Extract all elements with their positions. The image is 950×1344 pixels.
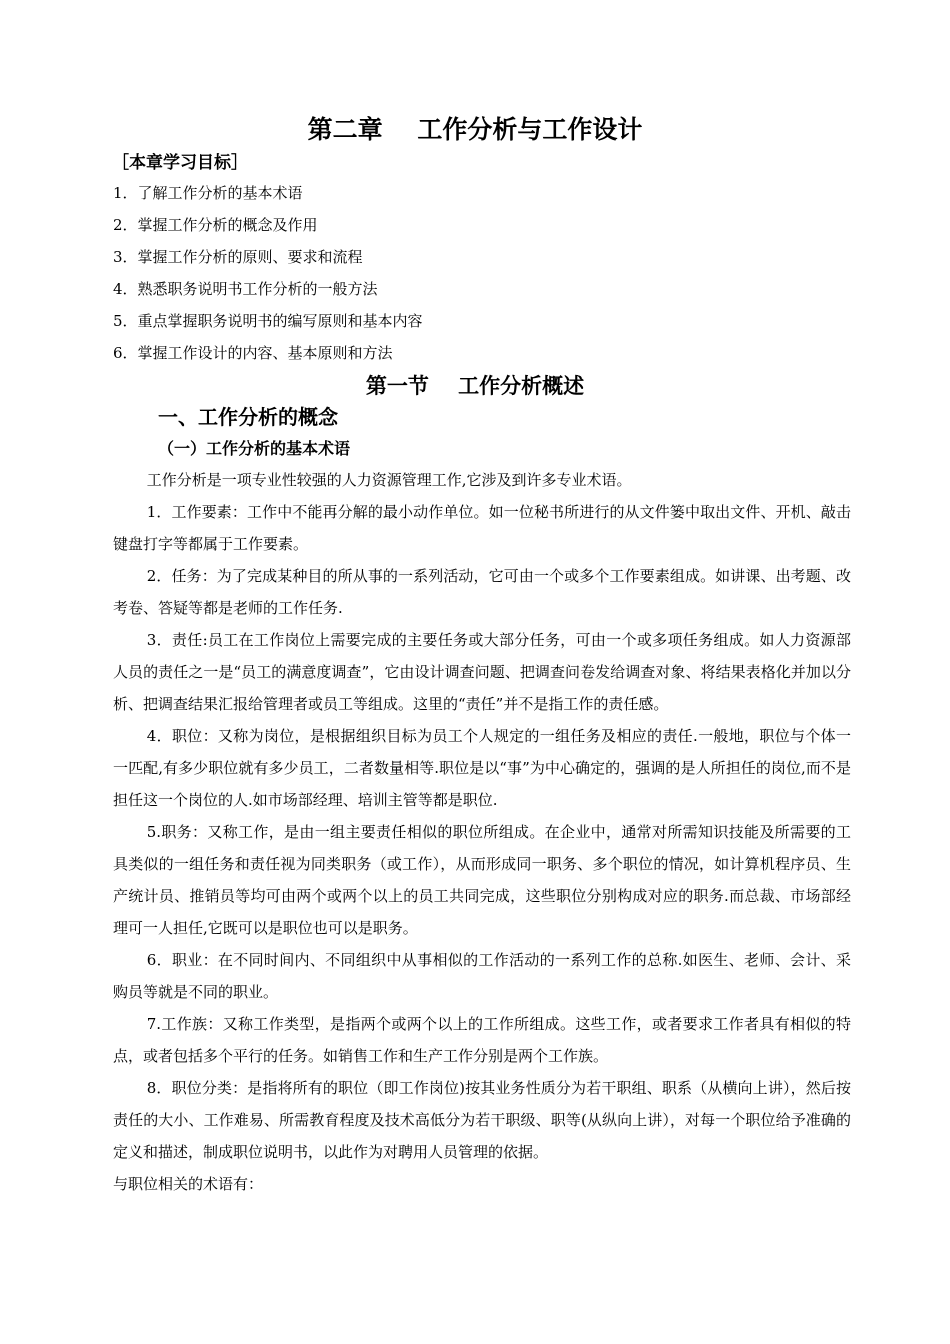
learning-goals-list — [113, 180, 423, 372]
learning-goal-item: 6．掌握工作设计的内容、基本原则和方法 — [113, 344, 393, 362]
section-title: 第一节 工作分析概述 — [365, 374, 585, 398]
subsection-heading: 一、工作分析的概念 — [158, 405, 338, 429]
paragraph-intro: 工作分析是一项专业性较强的人力资源管理工作,它涉及到许多专业术语。 — [146, 471, 632, 489]
paragraph-term-task: 2．任务：为了完成某种目的所从事的一系列活动，它可由一个或多个工作要素组成。如讲课、出考题、改考卷、答疑等都是老师的工作任务. — [113, 567, 851, 617]
body-text — [113, 464, 851, 1200]
paragraph-term-responsibility: 3．责任:员工在工作岗位上需要完成的主要任务或大部分任务，可由一个或多项任务组成。如人力资源部人员的责任之一是“员工的满意度调查”，它由设计调查问题、把调查问卷发给调查对象、将结果表格化并加以分析、把调查结果汇报给管理者或员工等组成。这里的“责任”并不是指工作的责任感。 — [113, 631, 851, 713]
paragraph-term-occupation: 6．职业：在不同时间内、不同组织中从事相似的工作活动的一系列工作的总称.如医生、老师、会计、采购员等就是不同的职业。 — [113, 951, 851, 1001]
learning-goals-heading: ［本章学习目标］ — [112, 153, 248, 173]
learning-goal-item: 3．掌握工作分析的原则、要求和流程 — [113, 248, 363, 266]
learning-goal-item: 1．了解工作分析的基本术语 — [113, 184, 303, 202]
paragraph-term-position: 4．职位：又称为岗位，是根据组织目标为员工个人规定的一组任务及相应的责任.一般地，职位与个体一一匹配,有多少职位就有多少员工，二者数量相等.职位是以“事”为中心确定的，强调的是人所担任的岗位,而不是担任这一个岗位的人.如市场部经理、培训主管等都是职位. — [113, 727, 851, 809]
learning-goal-item: 4．熟悉职务说明书工作分析的一般方法 — [113, 280, 378, 298]
learning-goal-item: 5．重点掌握职务说明书的编写原则和基本内容 — [113, 312, 423, 330]
paragraph-term-classification: 8．职位分类：是指将所有的职位（即工作岗位)按其业务性质分为若干职组、职系（从横向上讲），然后按责任的大小、工作难易、所需教育程度及技术高低分为若干职级、职等(从纵向上讲），对每一个职位给予准确的定义和描述，制成职位说明书，以此作为对聘用人员管理的依据。 — [113, 1079, 851, 1161]
paragraph-term-element: 1．工作要素：工作中不能再分解的最小动作单位。如一位秘书所进行的从文件篓中取出文件、开机、敲击键盘打字等都属于工作要素。 — [113, 503, 851, 553]
paragraph-term-job-family: 7.工作族：又称工作类型，是指两个或两个以上的工作所组成。这些工作，或者要求工作者具有相似的特点，或者包括多个平行的任务。如销售工作和生产工作分别是两个工作族。 — [113, 1015, 851, 1065]
learning-goal-item: 2．掌握工作分析的概念及作用 — [113, 216, 318, 234]
paragraph-closing: 与职位相关的术语有： — [113, 1175, 264, 1193]
paragraph-term-job: 5.职务：又称工作，是由一组主要责任相似的职位所组成。在企业中，通常对所需知识技能及所需要的工具类似的一组任务和责任视为同类职务（或工作），从而形成同一职务、多个职位的情况，如计算机程序员、生产统计员、推销员等均可由两个或两个以上的员工共同完成，这些职位分别构成对应的职务.而总裁、市场部经理可一人担任,它既可以是职位也可以是职务。 — [113, 823, 851, 937]
subsubsection-heading: （一）工作分析的基本术语 — [158, 439, 351, 458]
chapter-title: 第二章 工作分析与工作设计 — [307, 115, 643, 144]
